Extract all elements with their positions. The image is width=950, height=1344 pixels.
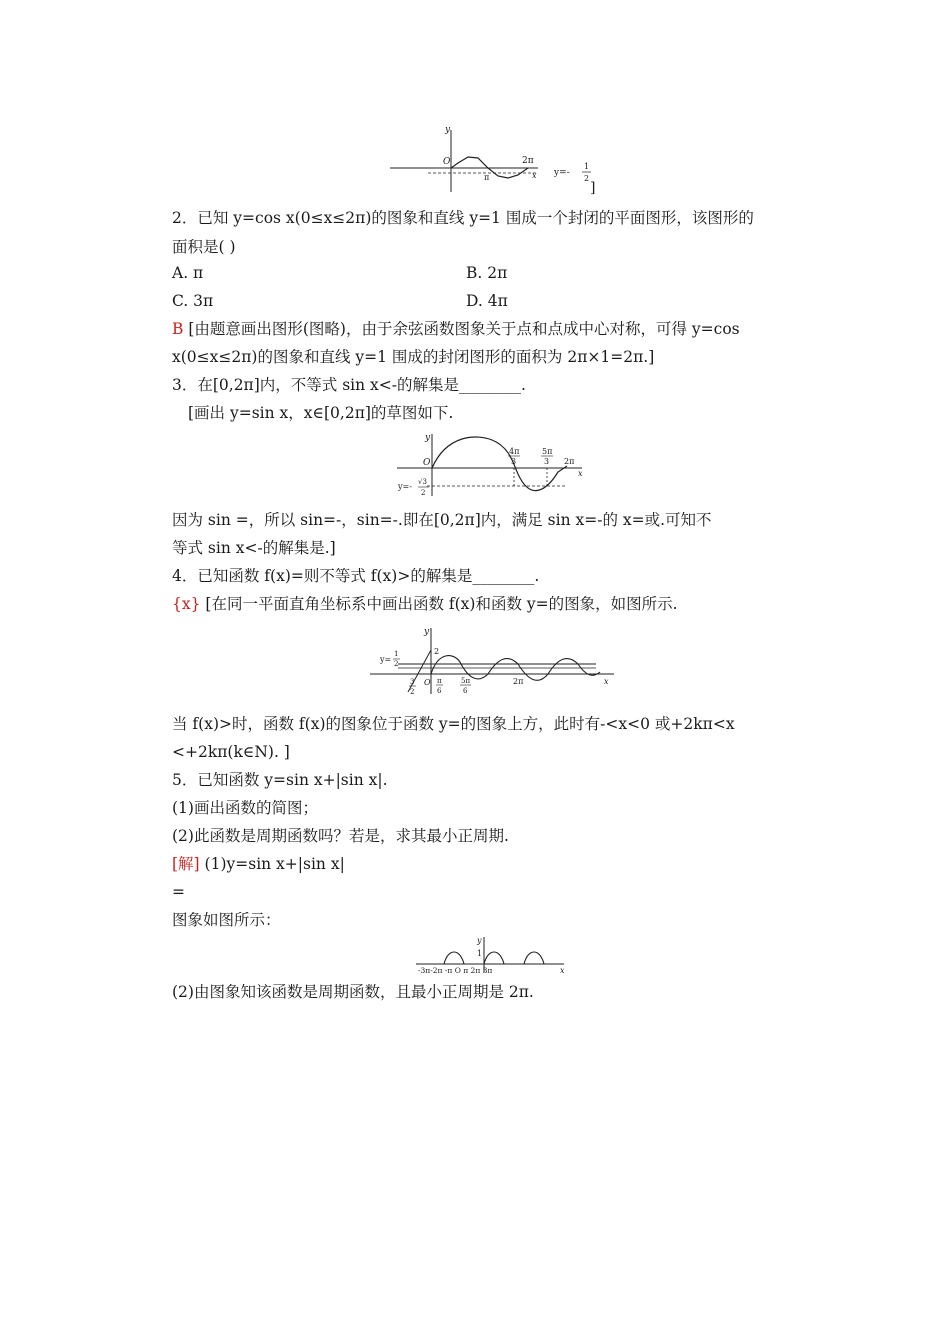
label-six-b: 6 <box>463 687 468 695</box>
label-5pi: 5π <box>461 677 471 685</box>
label-yeq: y=- <box>398 482 412 491</box>
label-half-den: 2 <box>584 174 590 183</box>
label-y: y <box>424 627 430 637</box>
label-4pi-den: 3 <box>511 457 517 466</box>
label-o: O <box>443 157 451 167</box>
q5-solution-line1 <box>172 853 345 875</box>
label-sqrt3: √3 <box>418 478 427 486</box>
label-4pi: 4π <box>509 447 520 456</box>
q5-line2: (1)画出函数的简图； <box>172 799 318 817</box>
label-ticks: -3π-2π -π O π 2π 3π <box>418 966 493 975</box>
label-x: x <box>604 677 609 686</box>
figure-cosine-svg <box>388 120 600 198</box>
closing-bracket: ] <box>590 180 596 196</box>
q4-line1: 4．已知函数 f(x)=则不等式 f(x)>的解集是________. <box>172 567 540 585</box>
label-yeq: y= <box>380 655 392 664</box>
figure-piecewise-svg <box>368 622 616 698</box>
q2-option-c: C. 3π <box>172 292 214 310</box>
label-one: 1 <box>477 949 483 958</box>
q2-solution-text1: [由题意画出图形(图略)，由于余弦函数图象关于点和点成中心对称，可得 y=cos <box>183 320 740 338</box>
label-x: x <box>560 966 565 975</box>
q2-option-d: D. 4π <box>466 292 508 310</box>
q5-line1: 5．已知函数 y=sin x+|sin x|. <box>172 771 388 789</box>
q2-line1: 2．已知 y=cos x(0≤x≤2π)的图象和直线 y=1 围成一个封闭的平面图形，该图形的 <box>172 209 754 227</box>
q5-solution-text1: (1)y=sin x+|sin x| <box>199 855 345 873</box>
label-y: y <box>425 433 431 443</box>
q4-answer: {x} <box>172 595 201 613</box>
q3-line2: [画出 y=sin x，x∈[0,2π]的草图如下. <box>188 404 454 422</box>
label-2pi: 2π <box>522 156 534 166</box>
label-5pi: 5π <box>542 447 553 456</box>
label-two: 2 <box>434 647 440 656</box>
label-o: O <box>424 678 431 687</box>
label-5pi-den: 3 <box>544 457 550 466</box>
label-2pi: 2π <box>564 457 575 466</box>
figure-piecewise-graph <box>368 622 616 698</box>
q3-line3: 因为 sin =，所以 sin=-，sin=-.即在[0,2π]内，满足 sin x=-的 x=或.可知不 <box>172 511 712 529</box>
abs-sine-curve <box>444 952 544 964</box>
q5-line3: (2)此函数是周期函数吗？若是，求其最小正周期. <box>172 827 509 845</box>
q3-line4: 等式 sin x<-的解集是.] <box>172 539 336 557</box>
label-pi-a: π <box>437 677 442 685</box>
label-x: x <box>578 469 583 478</box>
q3-line1: 3．在[0,2π]内，不等式 sin x<-的解集是________. <box>172 376 526 394</box>
q5-solution-line3: 图象如图所示： <box>172 911 281 929</box>
q4-solution-line1 <box>172 593 678 615</box>
figure-cosine-graph <box>388 120 600 198</box>
q5-solution-line2: = <box>172 883 185 901</box>
q2-line2: 面积是( ) <box>172 238 236 256</box>
label-six-a: 6 <box>437 687 442 695</box>
figure-sine-graph <box>392 428 592 500</box>
q2-option-b: B. 2π <box>466 264 508 282</box>
q4-solution-line3: <+2kπ(k∈N). ] <box>172 743 290 761</box>
q5-solution-line4: (2)由图象知该函数是周期函数，且最小正周期是 2π. <box>172 983 534 1001</box>
figure-abs-sine-graph <box>414 934 574 978</box>
q2-answer: B <box>172 320 184 338</box>
label-3: 3 <box>410 678 415 686</box>
label-half-den: 2 <box>394 660 399 668</box>
label-3-den: 2 <box>410 688 415 696</box>
label-yeq: y=- <box>554 168 570 178</box>
q4-solution-line2: 当 f(x)>时，函数 f(x)的图象位于函数 y=的图象上方，此时有-<x<0 或+2kπ<x <box>172 715 735 733</box>
q2-solution-line1 <box>172 318 740 340</box>
label-o: O <box>423 458 431 468</box>
label-x: x <box>532 171 537 180</box>
q2-solution-line2: x(0≤x≤2π)的图象和直线 y=1 围成的封闭图形的面积为 2π×1=2π.] <box>172 348 655 366</box>
label-y: y <box>477 936 482 945</box>
figure-abs-sine-svg <box>414 934 574 978</box>
label-pi: π <box>484 173 490 182</box>
label-y: y <box>445 125 451 135</box>
label-sqrt3-den: 2 <box>421 489 426 497</box>
label-2pi: 2π <box>513 677 524 686</box>
q5-answer: [解] <box>172 855 200 873</box>
label-half-num: 1 <box>584 162 590 171</box>
label-half-num: 1 <box>394 650 399 658</box>
q2-option-a: A. π <box>172 264 204 282</box>
figure-sine-svg <box>392 428 592 500</box>
q4-solution-text1: [在同一平面直角坐标系中画出函数 f(x)和函数 y=的图象，如图所示. <box>200 595 678 613</box>
